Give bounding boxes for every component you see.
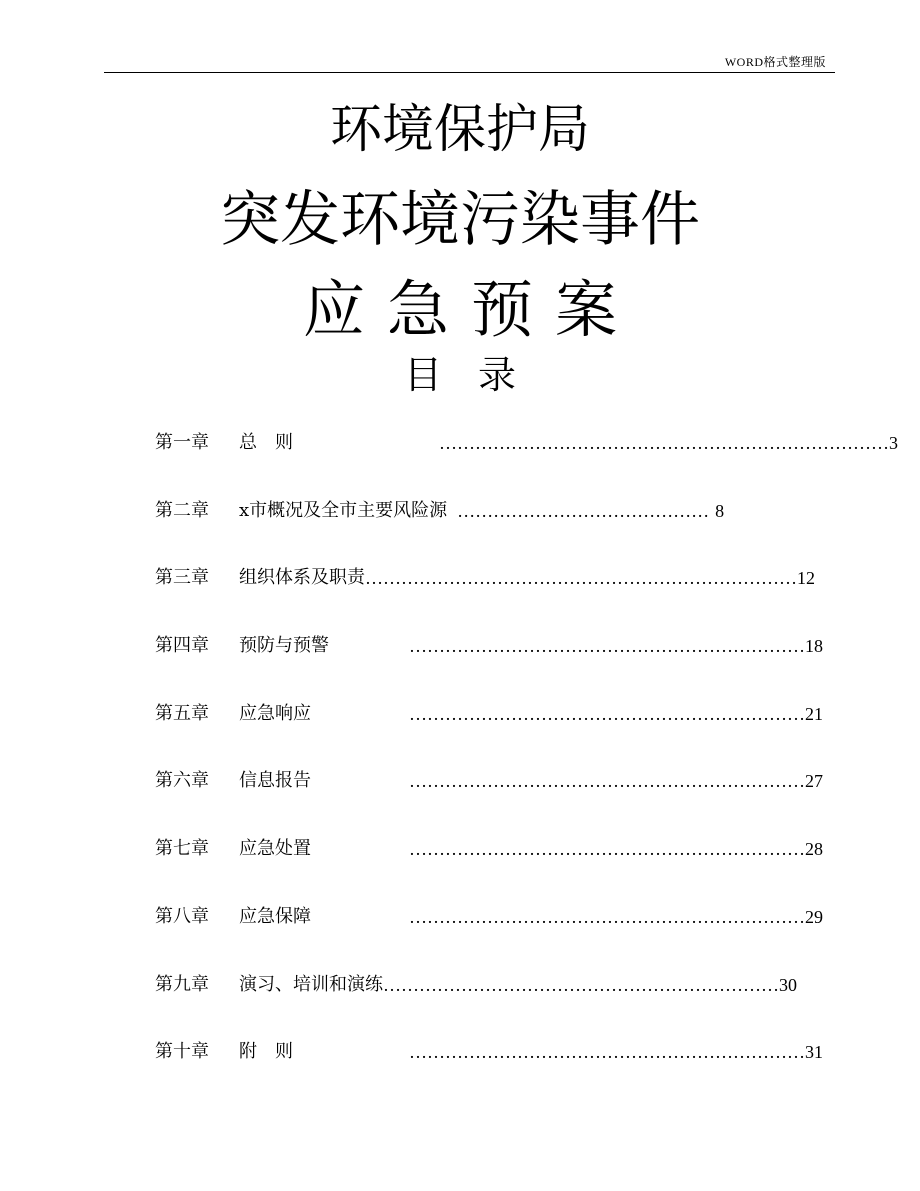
- toc-title: 演习、培训和演练: [239, 973, 383, 995]
- toc-title: 应急响应: [239, 702, 311, 724]
- toc-entry-5[interactable]: [155, 696, 823, 764]
- toc-page-number: 27: [805, 771, 823, 792]
- toc-entry-2[interactable]: [155, 493, 786, 561]
- toc-entry-6[interactable]: [155, 763, 823, 831]
- table-of-contents: [155, 425, 898, 1102]
- toc-title: 总 则: [239, 432, 293, 453]
- toc-chapter: 第八章: [155, 905, 209, 927]
- toc-page-number: 3: [889, 433, 898, 453]
- toc-title: 应急处置: [239, 838, 311, 860]
- toc-entry-3[interactable]: [155, 560, 815, 628]
- toc-entry-8[interactable]: [155, 899, 823, 967]
- toc-page-number: 21: [805, 703, 823, 724]
- toc-chapter: 第七章: [155, 838, 209, 860]
- toc-leader: …………………………………………………………: [409, 839, 805, 860]
- toc-chapter: 第一章: [155, 432, 209, 453]
- toc-leader: …………………………………………………………: [409, 906, 805, 927]
- toc-entry-4[interactable]: [155, 628, 823, 696]
- toc-page-number: 18: [805, 636, 823, 657]
- toc-title: 预防与预警: [239, 635, 329, 657]
- toc-title: 组织体系及职责: [239, 567, 365, 589]
- toc-leader: ………………………………………………………………: [365, 568, 797, 589]
- header-rule: [104, 72, 835, 73]
- toc-page-number: 28: [805, 839, 823, 860]
- toc-chapter: 第六章: [155, 770, 209, 792]
- toc-chapter: 第九章: [155, 973, 209, 995]
- toc-leader: …………………………………………………………: [383, 974, 779, 995]
- toc-chapter: 第三章: [155, 567, 209, 589]
- toc-chapter: 第四章: [155, 635, 209, 657]
- toc-chapter: 第十章: [155, 1041, 209, 1063]
- toc-title: 信息报告: [239, 770, 311, 792]
- toc-page-number: 31: [805, 1042, 823, 1063]
- title-agency: 环境保护局: [329, 100, 590, 160]
- toc-entry-10[interactable]: [155, 1034, 823, 1102]
- toc-entry-7[interactable]: [155, 831, 823, 899]
- toc-page-number: 29: [805, 906, 823, 927]
- toc-title: x市概况及全市主要风险源: [239, 499, 448, 521]
- toc-heading: 目录: [403, 353, 552, 397]
- toc-entry-9[interactable]: [155, 967, 797, 1035]
- page-header-text: WORD格式整理版: [724, 55, 826, 69]
- toc-title: 应急保障: [239, 905, 311, 927]
- toc-leader: …………………………………………………………: [409, 771, 805, 792]
- toc-leader: …………………………………………………………: [409, 1042, 805, 1063]
- toc-page-number: 30: [779, 974, 797, 995]
- title-event: 突发环境污染事件: [220, 185, 700, 255]
- toc-page-number: 8: [715, 500, 725, 521]
- toc-entry-1[interactable]: [155, 425, 898, 493]
- toc-leader: ……………………………………: [457, 500, 710, 521]
- toc-chapter: 第五章: [155, 702, 209, 724]
- toc-title: 附 则: [239, 1041, 293, 1063]
- toc-leader: …………………………………………………………………: [439, 433, 889, 453]
- toc-chapter: 第二章: [155, 499, 209, 521]
- toc-leader: …………………………………………………………: [409, 636, 805, 657]
- toc-page-number: 12: [797, 568, 815, 589]
- toc-leader: …………………………………………………………: [409, 703, 805, 724]
- title-plan: 应急预案: [302, 273, 639, 346]
